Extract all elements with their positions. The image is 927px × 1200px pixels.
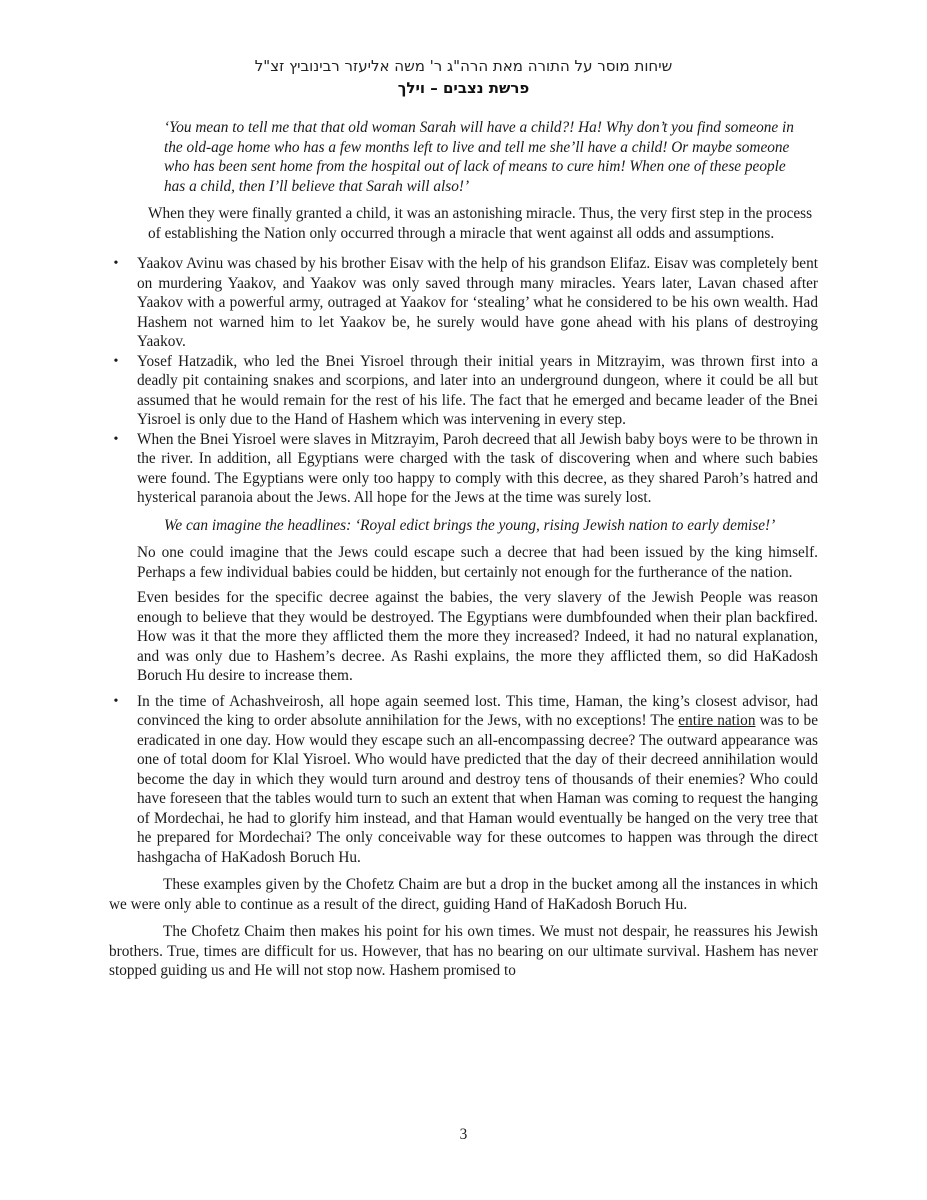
closing-paragraph: These examples given by the Chofetz Chaim are but a drop in the bucket among all the instances in which we were only able to continue as a result of the direct, guiding Hand of HaKadosh Boruch Hu.	[109, 876, 818, 913]
list-item-text: Yaakov Avinu was chased by his brother Eisav with the help of his grandson Elifaz. Eisav was completely bent on murdering Yaakov, and Yaakov was only saved through many miracles. Years later, Lavan chased after Yaakov with a powerful army, outraged at Yaakov for ‘stealing’ what he considered to be his own wealth. Had Hashem not warned him to let Yaakov be, he surely would have gone ahead with his plans of destroying Yaakov.	[137, 255, 818, 350]
followup-paragraph: No one could imagine that the Jews could escape such a decree that had been issued by the king himself. Perhaps a few individual babies could be hidden, but certainly not enough for the furtherance of the nation.	[137, 544, 818, 581]
list-item-text	[137, 692, 818, 868]
examples-list	[109, 254, 818, 867]
list-item-mitzrayim	[109, 430, 818, 686]
followup-paragraph: Even besides for the specific decree against the babies, the very slavery of the Jewish People was reason enough to believe that they would be destroyed. The Egyptians were dumbfounded when their plan backfired. How was it that the more they afflicted them the more they increased? Indeed, it had no natural explanation, and was only due to Hashem’s decree. As Rashi explains, the more they afflicted them, so did HaKadosh Boruch Hu desire to increase them.	[137, 589, 818, 684]
list-item-text: Yosef Hatzadik, who led the Bnei Yisroel through their initial years in Mitzrayim, was thrown first into a deadly pit containing snakes and scorpions, and later into an underground dungeon, where it could be all but assumed that he would remain for the rest of his life. The fact that he emerged and became leader of the Bnei Yisroel is only due to the Hand of Hashem which was intervening in every step.	[137, 352, 818, 428]
underlined-emphasis: entire nation	[678, 712, 756, 729]
list-item-achashveirosh	[109, 692, 818, 868]
header-title: שיחות מוסר על התורה מאת הרה"ג ר' משה אליעזר רבינוביץ זצ"ל	[254, 57, 673, 75]
bullet-icon: •	[113, 693, 119, 709]
page-number: 3	[459, 1126, 468, 1143]
document-body	[109, 118, 818, 981]
intro-paragraph: When they were finally granted a child, it was an astonishing miracle. Thus, the very first step in the process of establishing the Nation only occurred through a miracle that went against all odds and assumptions.	[148, 205, 813, 242]
intro-quote: ‘You mean to tell me that that old woman Sarah will have a child?! Ha! Why don’t you find someone in the old-age home who has a few months left to live and tell me she’ll have a child! Or maybe someone who has been sent home from the hospital out of lack of means to cure him! When one of these people has a child, then I’ll believe that Sarah will also!’	[164, 119, 794, 195]
list-item-text: When the Bnei Yisroel were slaves in Mitzrayim, Paroh decreed that all Jewish baby boys were to be thrown in the river. In addition, all Egyptians were charged with the task of discovering when and where such babies were found. The Egyptians were only too happy to comply with this decree, as they shared Paroh’s hatred and hysterical paranoia about the Jews. All hope for the Jews at the time was surely lost.	[137, 430, 818, 506]
running-header	[0, 55, 927, 99]
bullet-icon: •	[113, 256, 119, 271]
list-item-yosef	[109, 352, 818, 430]
text-segment: In the time of Achashveirosh, all hope again seemed lost. This time, Haman, the king’s closest advisor, had convinced the king to order absolute annihilation for the Jews, with no exceptions! The	[137, 692, 818, 729]
bullet-icon: •	[113, 431, 119, 447]
bullet-icon: •	[113, 353, 119, 369]
text-segment: was to be eradicated in one day. How would they escape such an all-encompassing decree? The outward appearance was one of total doom for Klal Yisroel. Who would have predicted that the day of their decreed annihilation would become the day in which they would turn around and destroy tens of thousands of their enemies? Who could have foreseen that the tables would turn to such an extent that when Haman was coming to request the hanging of Mordechai, he had to glorify him instead, and that Haman would eventually be hanged on the very tree that he prepared for Mordechai? The only conceivable way for these outcomes to happen was through the direct hashgacha of HaKadosh Boruch Hu.	[137, 712, 818, 866]
header-parsha: פרשת נצבים – וילך	[397, 79, 530, 97]
closing-paragraph: The Chofetz Chaim then makes his point for his own times. We must not despair, he reassures his Jewish brothers. True, times are difficult for us. However, that has no bearing on our ultimate survival. Hashem has never stopped guiding us and He will not stop now. Hashem promised to	[109, 923, 818, 979]
headline-quote: We can imagine the headlines: ‘Royal edict brings the young, rising Jewish nation to early demise!’	[164, 516, 776, 534]
list-item-yaakov	[109, 254, 818, 352]
